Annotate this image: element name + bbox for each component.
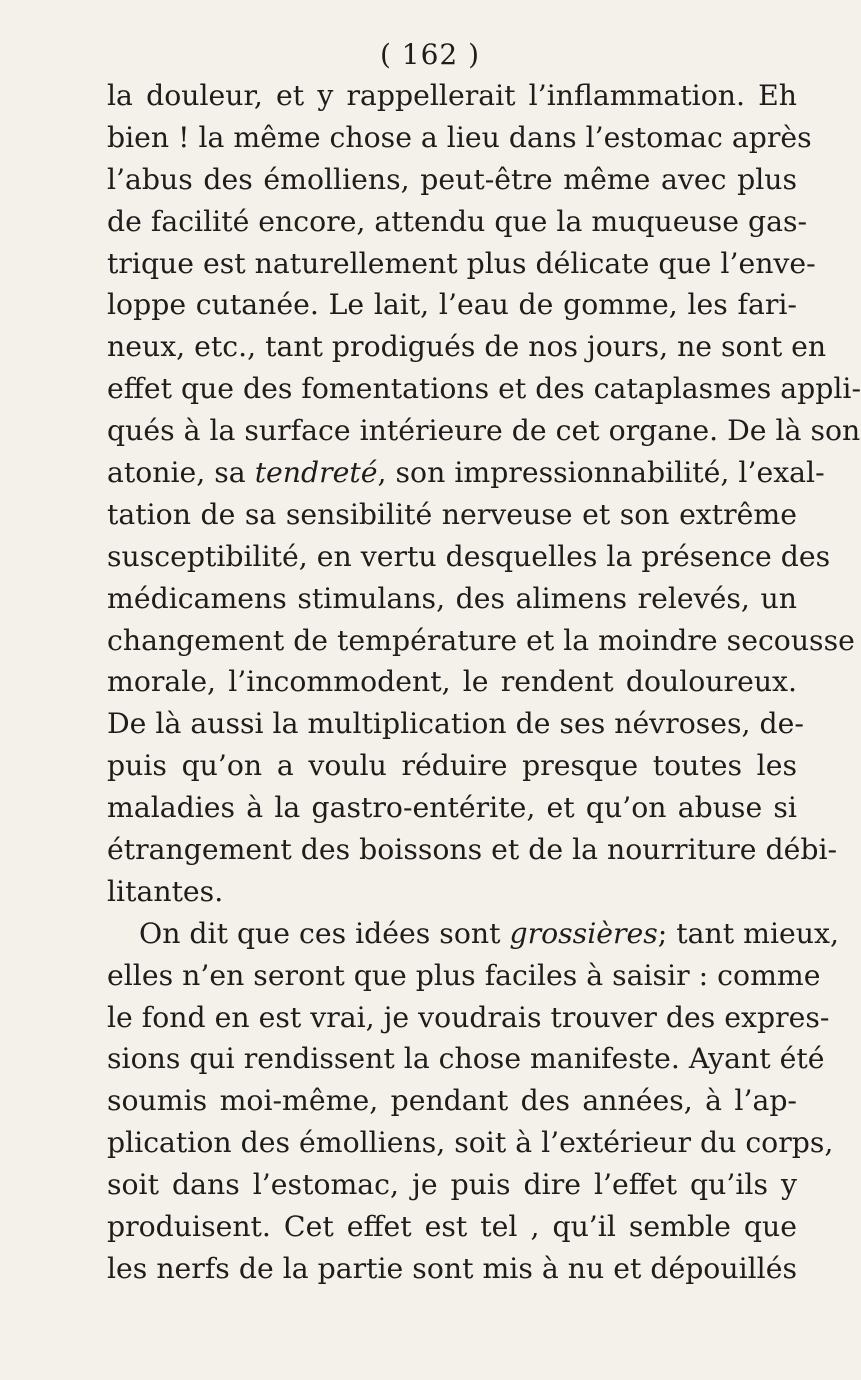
text-line: De là aussi la multiplication de ses névroses, de- — [107, 707, 804, 741]
text-line: médicamens stimulans, des alimens relevés, un — [107, 581, 797, 615]
text-line: la douleur, et y rappellerait l’inflammation. Eh — [107, 79, 797, 112]
text-line: loppe cutanée. Le lait, l’eau de gomme, les fari- — [107, 288, 797, 322]
text-line: bien ! la même chose a lieu dans l’estomac après — [107, 120, 812, 154]
text-line: litantes. — [107, 874, 224, 908]
text-line: l’abus des émolliens, peut-être même avec plus — [107, 162, 797, 196]
text-line: puis qu’on a voulu réduire presque toutes les — [107, 749, 797, 783]
text-line: morale, l’incommodent, le rendent douloureux. — [107, 665, 797, 699]
text-line: maladies à la gastro-entérite, et qu’on abuse si — [107, 791, 797, 825]
text-segment: On dit que ces idées sont — [139, 916, 510, 950]
page-number: ( 162 ) — [379, 38, 481, 71]
italic-term: tendreté — [254, 456, 378, 490]
paragraph-2 — [107, 913, 839, 1290]
text-line: neux, etc., tant prodigués de nos jours, ne sont en — [107, 330, 827, 364]
text-line — [107, 452, 825, 494]
text-line: changement de température et la moindre secousse — [107, 623, 855, 657]
text-line: trique est naturellement plus délicate que l’enve- — [107, 246, 816, 280]
paragraph-1 — [107, 75, 861, 913]
text-line: qués à la surface intérieure de cet organe. De là son — [107, 414, 861, 448]
italic-term: grossières — [509, 916, 658, 950]
body-text — [107, 75, 861, 1290]
text-segment: , son impressionnabilité, l’exal- — [377, 456, 825, 490]
text-line: de facilité encore, attendu que la muqueuse gas- — [107, 204, 808, 238]
text-line: plication des émolliens, soit à l’extérieur du corps, — [107, 1126, 834, 1160]
text-line: sions qui rendissent la chose manifeste. Ayant été — [107, 1042, 825, 1076]
text-line: soit dans l’estomac, je puis dire l’effet qu’ils y — [107, 1168, 797, 1202]
text-line: le fond en est vrai, je voudrais trouver des expres- — [107, 1000, 830, 1034]
text-line — [107, 913, 839, 955]
text-line: effet que des fomentations et des cataplasmes appli- — [107, 372, 861, 406]
text-line: produisent. Cet effet est tel , qu’il semble que — [107, 1210, 797, 1244]
text-segment: atonie, sa — [107, 456, 255, 490]
text-line: tation de sa sensibilité nerveuse et son extrême — [107, 497, 797, 531]
text-line: soumis moi-même, pendant des années, à l’ap- — [107, 1084, 797, 1118]
text-line: elles n’en seront que plus faciles à saisir : comme — [107, 958, 821, 992]
text-line: susceptibilité, en vertu desquelles la présence des — [107, 539, 831, 573]
text-line: étrangement des boissons et de la nourriture débi- — [107, 833, 838, 867]
text-segment: ; tant mieux, — [657, 916, 839, 950]
text-line: les nerfs de la partie sont mis à nu et dépouillés — [107, 1251, 797, 1285]
